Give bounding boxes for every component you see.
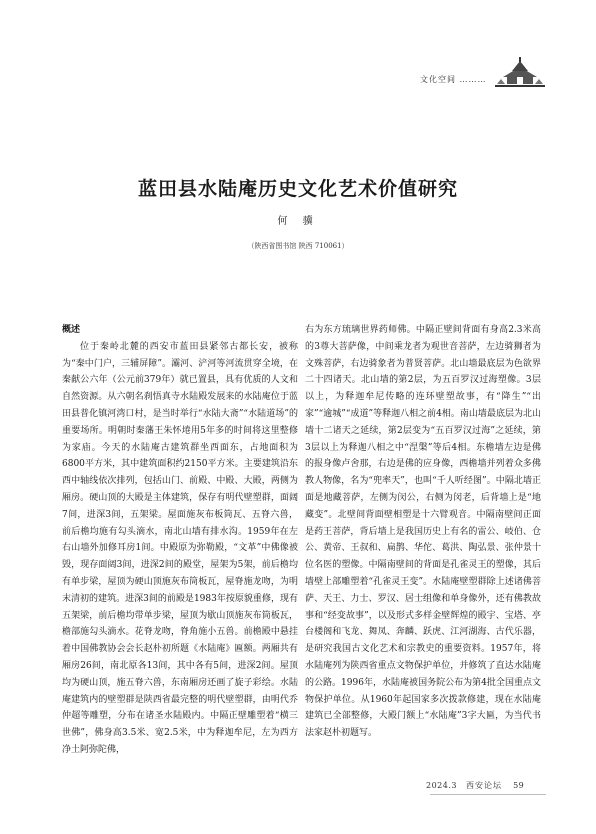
author-affiliation: （陕西省图书馆 陕西 710061） <box>247 242 349 250</box>
right-column <box>305 322 541 742</box>
article-title: 蓝田县水陆庵历史文化艺术价值研究 <box>137 178 458 200</box>
page-number: 59 <box>513 781 525 790</box>
magazine-name: 西安论坛 <box>466 781 503 790</box>
page-footer <box>426 780 524 791</box>
body-paragraph: 位于秦岭北麓的西安市蓝田县紧邻古都长安，被称为“秦中门户，三辅屏障”。灞河、浐河等河流贯穿全境，在秦献公六年（公元前379年）就已置县，具有优质的人文和自然资源。从六朝名刹悟真寺水陆殿发展来的水陆庵位于蓝田县普化镇河湾口村，是当时举行“水陆大斋”“水陆道场”的重要场所。明朝时秦藩王朱怀埢用5年多的时间将这里整修为家庙。今天的水陆庵古建筑群坐西面东，占地面积为6800平方米，其中建筑面积约2150平方米。主要建筑沿东西中轴线依次排列，包括山门、前殿、中殿、大殿，两侧为厢房。硬山顶的大殿是主体建筑，保存有明代壁塑群，面阔7间，进深3间，五架梁。屋面施灰布板筒瓦、五脊六兽，前后檐均施有勾头滴水，南北山墙有排水沟。1959年在左右山墙外加修耳房1间。中殿原为弥勒殿，“文革”中佛像被毁，现存面阔3间，进深2间的殿堂，屋架为5架，前后檐均有单步梁，屋顶为硬山顶施灰布筒板瓦，屋脊施龙吻，为明末清初的建筑。进深3间的前殿是1983年按原貌重修，现有五架梁，前后檐均带单步梁，屋顶为歇山顶施灰布筒板瓦，檐部施勾头滴水。花脊龙吻，脊角施小五兽。前檐殿中悬挂着中国佛教协会会长赵朴初所题《水陆庵》匾额。两厢共有厢房26间，南北原各13间，其中各有5间，进深2间。屋顶均为硬山顶，施五脊六兽，东南厢房还画了旋子彩绘。水陆庵建筑内的壁塑群是陕西省最完整的明代壁塑群，由明代乔仲超等雕塑，分布在诸圣水陆殿内。中隔正壁雕塑着“横三世佛”，佛身高3.5米、宽2.5米，中为释迦牟尼，左为西方净土阿弥陀佛， <box>62 341 298 755</box>
author-name: 何 骥 <box>277 216 319 227</box>
body-paragraph: 右为东方琉璃世界药师佛。中隔正壁间背面有身高2.3米高的3尊大菩萨像，中间乘龙者为观世音菩萨，左边骑狮者为文殊菩萨，右边骑象者为普贤菩萨。北山墙最底层为色欲界二十四诸天。北山墙的第2层，为五百罗汉过海塑像。3层以上，为释迦牟尼传略的连环壁塑故事，有“降生”“出家”“逾城”“成道”等释迦八相之前4相。南山墙最底层为北山墙十二诸天之延续，第2层变为“五百罗汉过海”之延续，第3层以上为释迦八相之中“涅槃”等后4相。东檐墙左边是佛的报身像卢舍那，右边是佛的应身像，西檐墙并列着众多佛教人物像，名为“兜率天”，也叫“千人听经图”。中隔北墙正面是地藏菩萨，左侧为闵公，右侧为闵老，后背墙上是“地藏变”。北壁间背面壁相塑是十六臂观音。中隔南壁间正面是药王菩萨，背后墙上是我国历史上有名的雷公、岐伯、仓公、黄帝、王叔和、扁鹊、华佗、葛洪、陶弘景、张仲景十位名医的塑像。中隔南壁间的背面是孔雀灵王的塑像，其后墙壁上部雕塑着“孔雀灵王变”。水陆庵壁塑群除上述诸佛菩萨、天王、力士、罗汉、居士组像和单身像外，还有佛教故事和“经变故事”，以及形式多样金壁辉煌的殿宇、宝塔、亭台楼阁和飞龙、舞凤、奔麟、跃虎、江河湖海、古代乐器，是研究我国古文化艺术和宗教史的重要资料。1957年，将水陆庵列为陕西省重点文物保护单位，并修筑了直达水陆庵的公路。1996年，水陆庵被国务院公布为第4批全国重点文物保护单位。从1960年起国家多次拨款修建，现在水陆庵建筑已全部整修，大殿门额上“水陆庵”3字大匾，为当代书法家赵朴初题写。 <box>305 325 541 739</box>
issue-number: 2024.3 <box>426 781 457 790</box>
left-column <box>62 322 298 759</box>
section-tag: 文化空间 ……… <box>420 75 487 84</box>
section-heading: 概述 <box>62 325 81 335</box>
pagoda-logo-icon <box>495 57 545 89</box>
footer-divider <box>430 794 546 795</box>
